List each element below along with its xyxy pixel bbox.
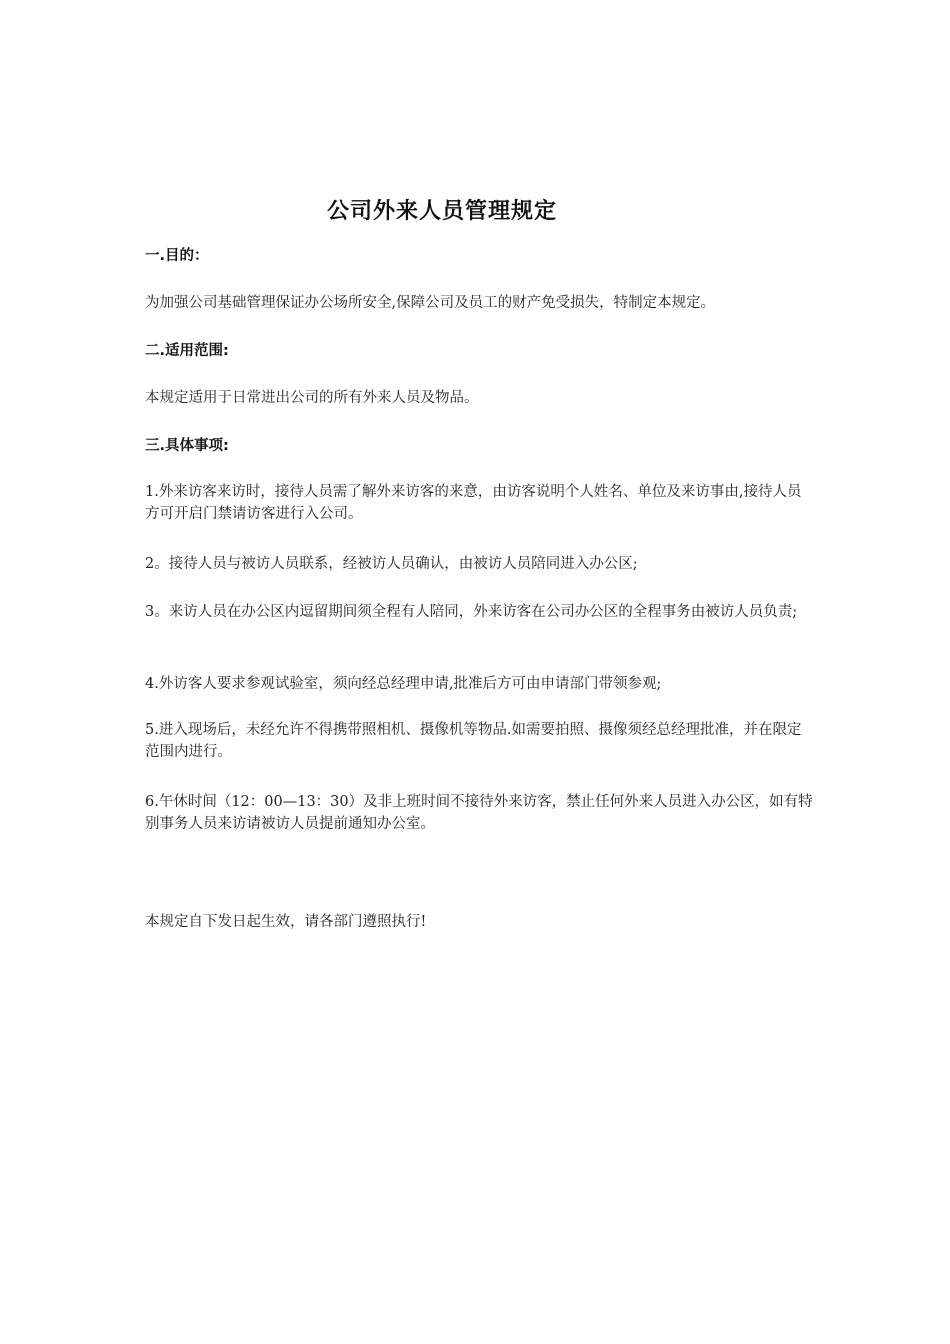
document-title: 公司外来人员管理规定 bbox=[326, 199, 557, 224]
list-item: 1.外来访客来访时，接待人员需了解外来访客的来意，由访客说明个人姓名、单位及来访事由,接待人员方可开启门禁请访客进行入公司。 bbox=[145, 484, 802, 522]
section-heading-scope: 二.适用范围: bbox=[145, 343, 229, 359]
section-heading-purpose: 一.目的： bbox=[145, 248, 209, 264]
section-text-purpose: 为加强公司基础管理保证办公场所安全,保障公司及员工的财产免受损失，特制定本规定。 bbox=[145, 295, 716, 311]
list-item: 5.进入现场后，未经允许不得携带照相机、摄像机等物品.如需要拍照、摄像须经总经理批准，并在限定范围内进行。 bbox=[145, 722, 802, 760]
list-item: 4.外访客人要求参观试验室，须向经总经理申请,批准后方可由申请部门带领参观; bbox=[145, 676, 662, 692]
list-item: 3。来访人员在办公区内逗留期间须全程有人陪同，外来访客在公司办公区的全程事务由被访人员负责; bbox=[145, 604, 798, 620]
list-item: 2。接待人员与被访人员联系，经被访人员确认，由被访人员陪同进入办公区; bbox=[145, 556, 638, 572]
closing-statement: 本规定自下发日起生效，请各部门遵照执行! bbox=[145, 914, 427, 930]
section-heading-details: 三.具体事项: bbox=[145, 438, 229, 454]
section-text-scope: 本规定适用于日常进出公司的所有外来人员及物品。 bbox=[145, 390, 479, 406]
list-item: 6.午休时间（12：00—13：30）及非上班时间不接待外来访客，禁止任何外来人员进入办公区，如有特别事务人员来访请被访人员提前通知办公室。 bbox=[145, 794, 813, 832]
